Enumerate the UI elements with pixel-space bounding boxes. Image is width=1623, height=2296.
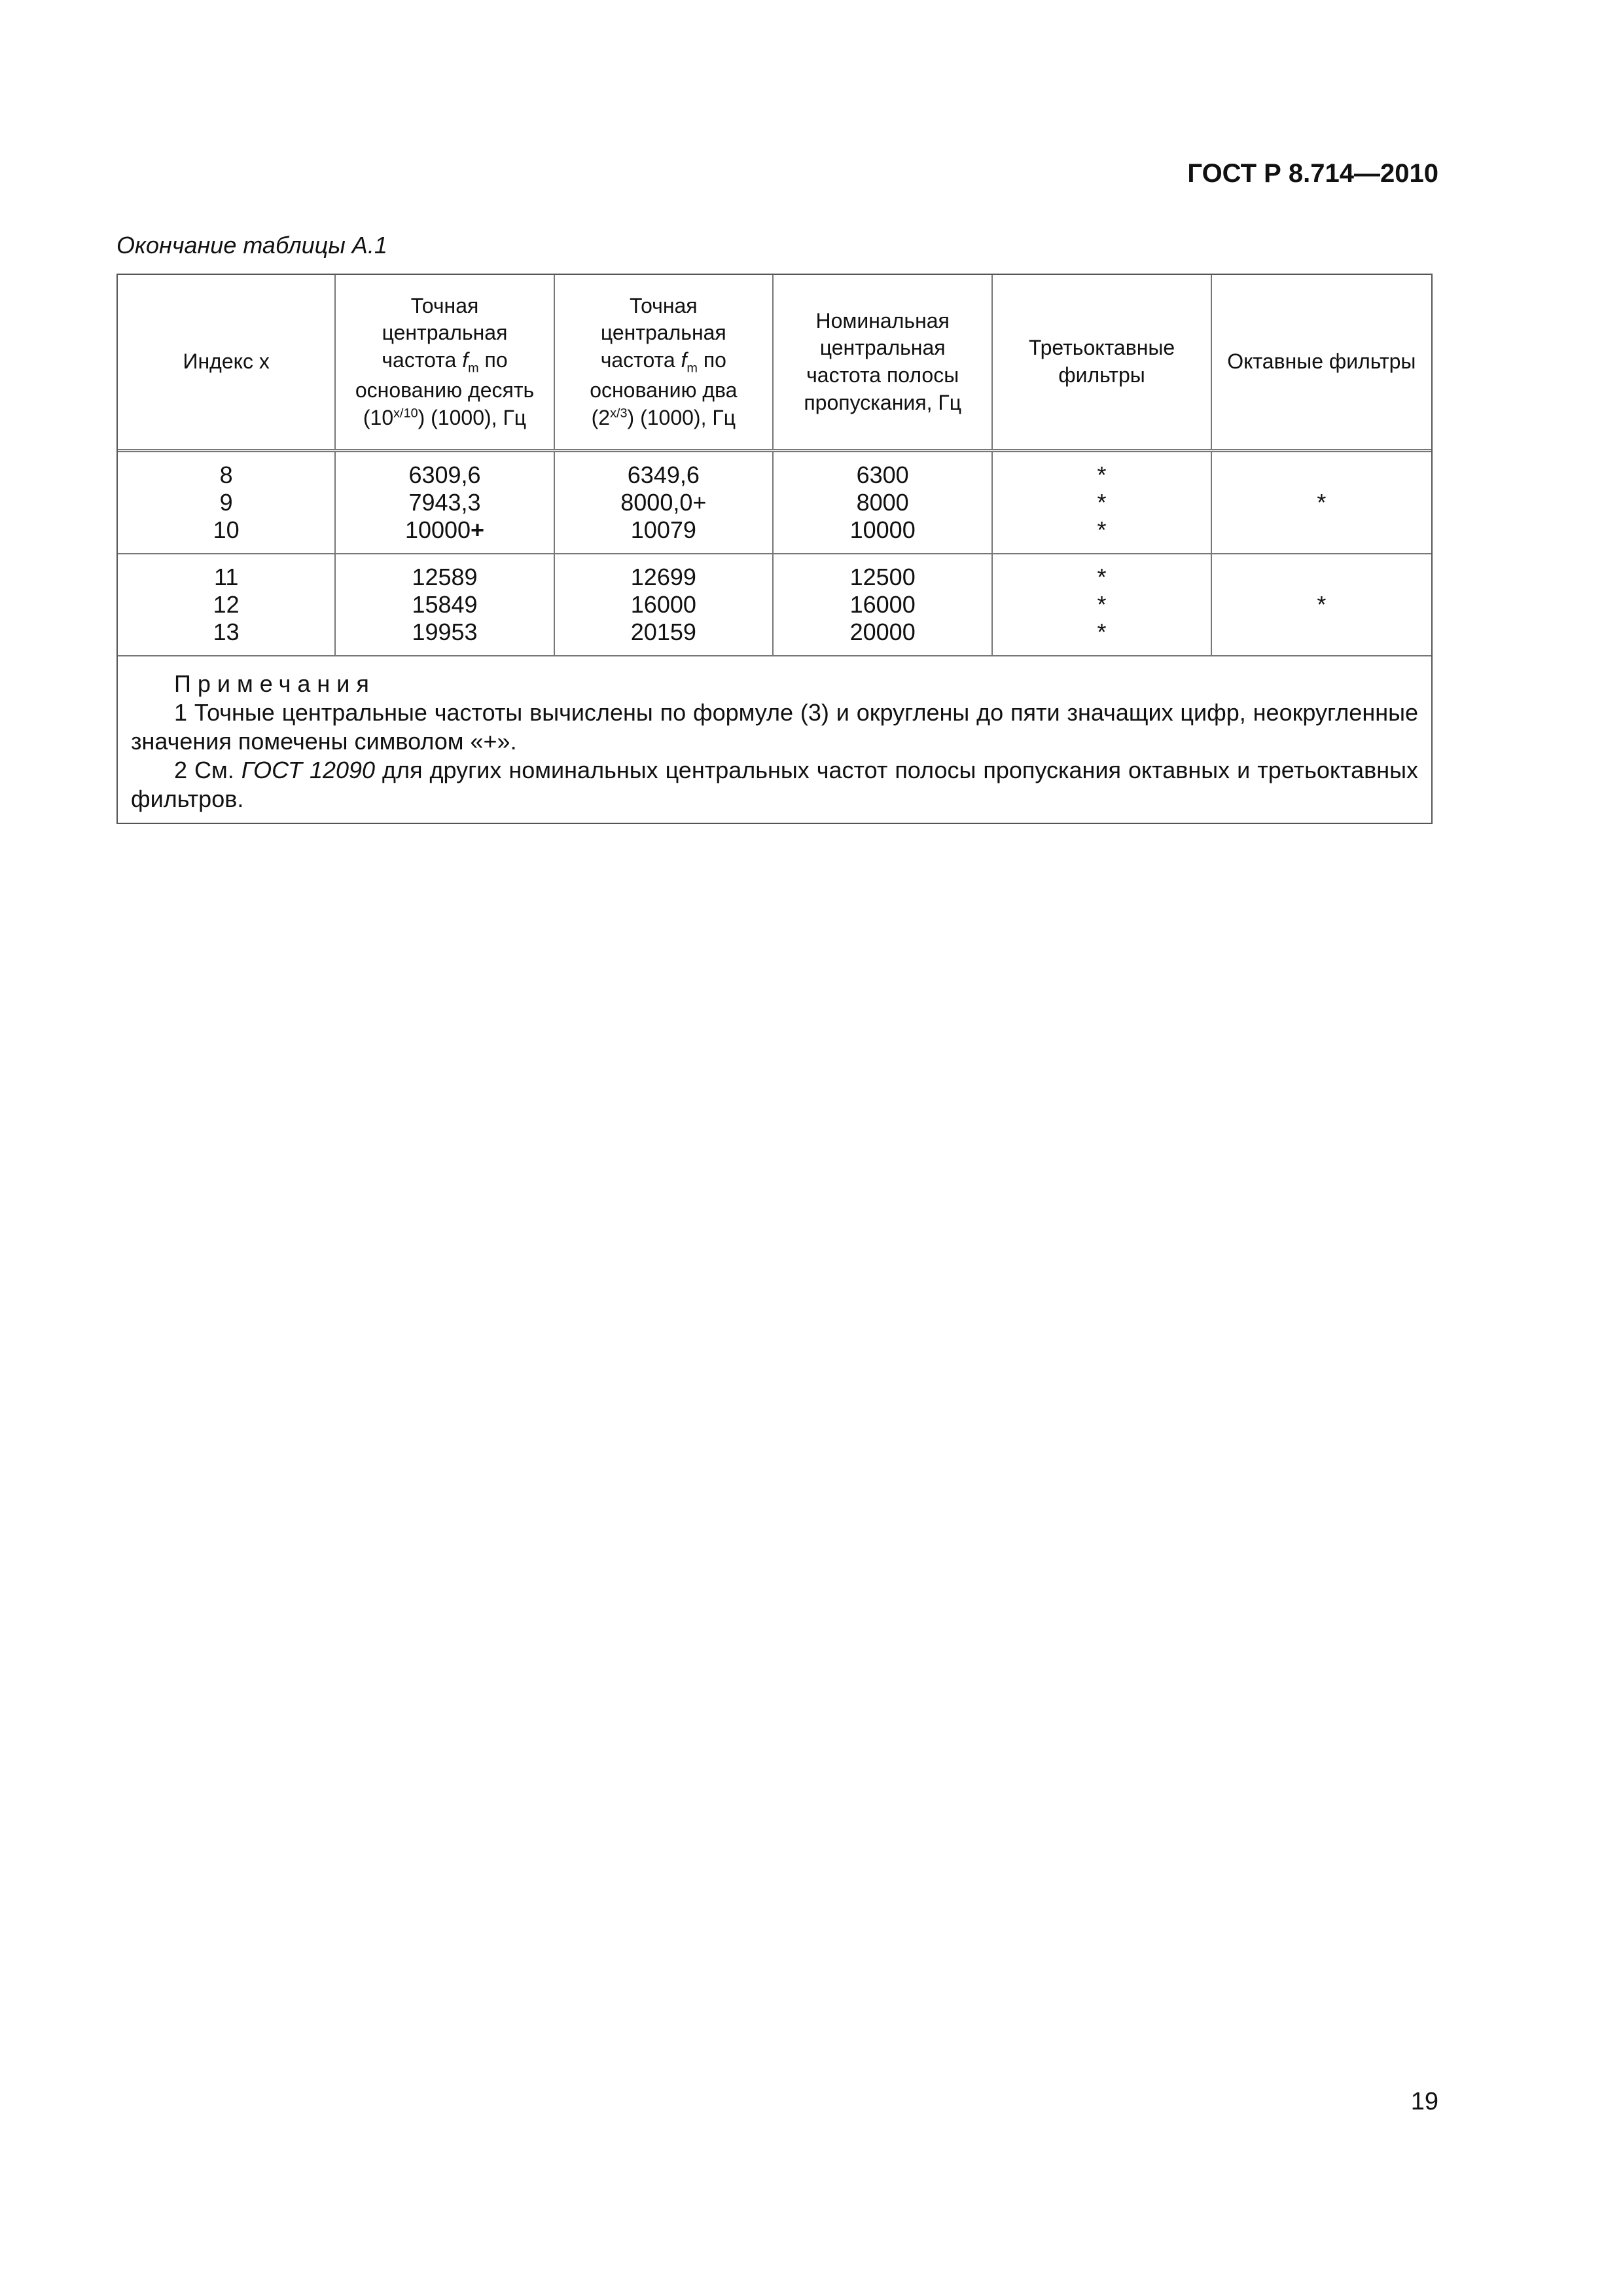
cell-value: * xyxy=(1097,516,1107,543)
header-nominal-l2: центральная xyxy=(819,336,946,360)
header-base10-l2: центральная xyxy=(382,321,508,345)
header-octave-label: Октавные фильтры xyxy=(1227,350,1416,374)
cell-value: * xyxy=(1317,489,1327,516)
cell-value: 11 xyxy=(213,564,239,590)
cell-value: 10000 xyxy=(849,516,916,543)
cell-value: 9 xyxy=(219,489,233,516)
header-nominal-l1: Номинальная xyxy=(815,308,950,332)
table-caption: Окончание таблицы А.1 xyxy=(116,232,387,259)
table-header-row xyxy=(118,275,1431,452)
cell-value: 10000+ xyxy=(404,516,485,543)
table-row-group xyxy=(118,554,1431,656)
cell-octave xyxy=(1212,452,1431,553)
header-base10-l1: Точная xyxy=(410,293,479,317)
header-base10 xyxy=(336,275,554,449)
table-notes xyxy=(118,656,1431,823)
cell-value: * xyxy=(1317,591,1327,618)
cell-index xyxy=(118,554,336,655)
standard-reference: ГОСТ 12090 xyxy=(241,757,376,783)
header-base10-l3: частота $f_m$ по xyxy=(382,348,508,376)
header-base2 xyxy=(555,275,774,449)
page-number: 19 xyxy=(1410,2088,1438,2115)
header-base10-l5: $(10^{x/10})$ (1000), Гц xyxy=(363,405,527,429)
cell-value: 19953 xyxy=(412,619,478,645)
cell-value: 15849 xyxy=(412,591,478,618)
cell-value: 12 xyxy=(213,591,240,618)
header-base2-l2: центральная xyxy=(600,321,726,345)
cell-base2 xyxy=(555,554,774,655)
cell-index xyxy=(118,452,336,553)
header-third-octave xyxy=(993,275,1211,449)
cell-value: * xyxy=(1097,591,1107,618)
cell-third-octave xyxy=(993,554,1211,655)
header-third-octave-l1: Третьоктавные xyxy=(1028,336,1175,360)
cell-base2 xyxy=(555,452,774,553)
cell-value: 8 xyxy=(219,461,233,488)
notes-title: Примечания xyxy=(174,670,376,697)
cell-value: 10 xyxy=(213,516,240,543)
header-base2-l5: $(2^{x/3})$ (1000), Гц xyxy=(591,405,736,429)
cell-value: 12500 xyxy=(849,564,916,590)
header-third-octave-l2: фильтры xyxy=(1058,363,1145,387)
cell-value: 16000 xyxy=(849,591,916,618)
cell-value: * xyxy=(1097,564,1107,590)
cell-nominal xyxy=(774,554,993,655)
cell-value: 12699 xyxy=(630,564,696,590)
header-nominal xyxy=(774,275,993,449)
cell-value: * xyxy=(1097,461,1107,488)
header-index-label: Индекс x xyxy=(183,350,270,374)
cell-value: 6309,6 xyxy=(408,461,481,488)
cell-base10 xyxy=(336,554,554,655)
cell-value: * xyxy=(1097,619,1107,645)
document-id: ГОСТ Р 8.714—2010 xyxy=(1187,159,1438,188)
note-2: 2 См. ГОСТ 12090 для других номинальных центральных частот полосы пропускания октавных и третьоктавных фильтров. xyxy=(131,757,1419,812)
cell-value: 20159 xyxy=(630,619,696,645)
header-base2-l1: Точная xyxy=(630,293,698,317)
cell-octave xyxy=(1212,554,1431,655)
cell-value: 16000 xyxy=(630,591,696,618)
header-index xyxy=(118,275,336,449)
cell-nominal xyxy=(774,452,993,553)
header-base2-l3: частота $f_m$ по xyxy=(600,348,726,376)
cell-value: 8000,0+ xyxy=(620,489,707,516)
frequency-table xyxy=(116,274,1433,824)
cell-value: 12589 xyxy=(412,564,478,590)
cell-value: 10079 xyxy=(630,516,696,543)
header-octave xyxy=(1212,275,1431,449)
header-base10-l4: основанию десять xyxy=(355,378,535,403)
cell-base10 xyxy=(336,452,554,553)
table-row-group xyxy=(118,452,1431,554)
header-base2-l4: основанию два xyxy=(590,378,738,403)
header-nominal-l3: частота полосы xyxy=(806,363,959,387)
header-nominal-l4: пропускания, Гц xyxy=(804,390,962,414)
note-1: 1 Точные центральные частоты вычислены по формуле (3) и округлены до пяти значащих цифр, неокругленные значения помечены символом «+». xyxy=(131,699,1418,755)
cell-value: 7943,3 xyxy=(408,489,481,516)
cell-value: 20000 xyxy=(849,619,916,645)
cell-value: * xyxy=(1097,489,1107,516)
cell-value: 13 xyxy=(213,619,240,645)
cell-value: 6349,6 xyxy=(627,461,700,488)
cell-value: 6300 xyxy=(856,461,909,488)
cell-third-octave xyxy=(993,452,1211,553)
cell-value: 8000 xyxy=(856,489,909,516)
